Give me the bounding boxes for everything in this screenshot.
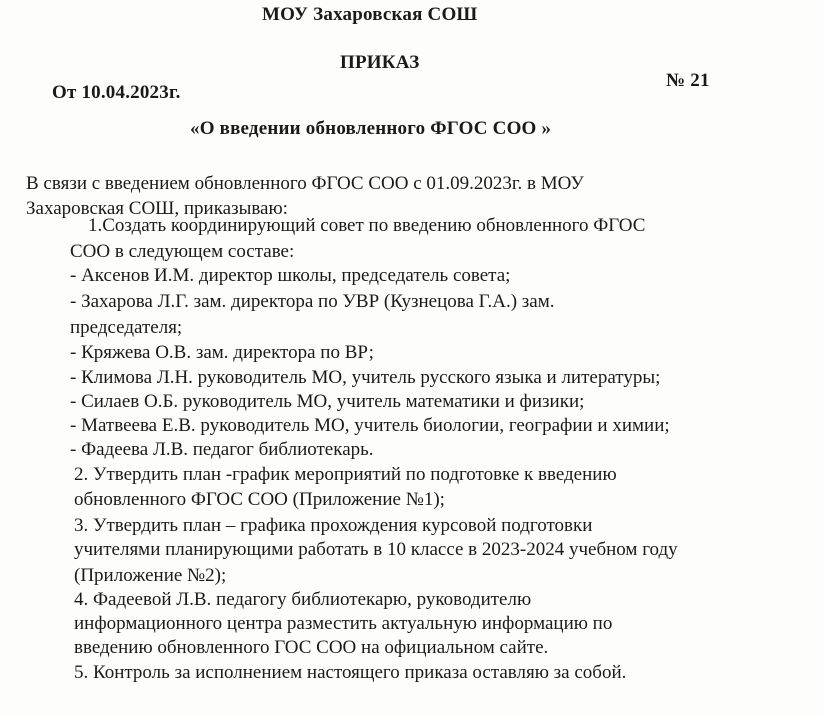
body-line: - Фадеева Л.В. педагог библиотекарь.	[70, 439, 374, 460]
order-date: От 10.04.2023г.	[52, 82, 181, 103]
body-line: обновленного ФГОС СОО (Приложение №1);	[74, 489, 445, 510]
body-line: 5. Контроль за исполнением настоящего приказа оставляю за собой.	[74, 662, 627, 683]
body-line: - Силаев О.Б. руководитель МО, учитель математики и физики;	[70, 391, 585, 412]
body-line: 2. Утвердить план -график мероприятий по подготовке к введению	[74, 464, 617, 485]
body-line: введению обновленного ГОС СОО на официальном сайте.	[74, 637, 549, 658]
body-line: - Климова Л.Н. руководитель МО, учитель русского языка и литературы;	[70, 367, 661, 388]
order-subject: «О введении обновленного ФГОС СОО »	[190, 118, 552, 139]
body-line: - Матвеева Е.В. руководитель МО, учитель биологии, географии и химии;	[70, 415, 670, 436]
order-number: № 21	[666, 70, 710, 91]
body-line: учителями планирующими работать в 10 классе в 2023-2024 учебном году	[74, 539, 678, 560]
body-line: 1.Создать координирующий совет по введению обновленного ФГОС	[88, 215, 646, 236]
organization-name: МОУ Захаровская СОШ	[262, 4, 478, 25]
body-line: 3. Утвердить план – графика прохождения курсовой подготовки	[74, 515, 593, 536]
body-line: - Захарова Л.Г. зам. директора по УВР (Кузнецова Г.А.) зам.	[70, 291, 555, 312]
body-line: (Приложение №2);	[74, 565, 227, 586]
body-line: - Кряжева О.В. зам. директора по ВР;	[70, 342, 374, 363]
body-line: - Аксенов И.М. директор школы, председатель совета;	[70, 265, 511, 286]
body-line: 4. Фадеевой Л.В. педагогу библиотекарю, руководителю	[74, 589, 532, 610]
body-line: председателя;	[70, 317, 183, 338]
document-type: ПРИКАЗ	[340, 52, 420, 73]
body-line: СОО в следующем составе:	[70, 241, 295, 262]
body-line: информационного центра разместить актуальную информацию по	[74, 613, 613, 634]
body-line: В связи с введением обновленного ФГОС СОО с 01.09.2023г. в МОУ	[26, 173, 584, 194]
body-line: Захаровская СОШ, приказываю:	[26, 198, 288, 219]
